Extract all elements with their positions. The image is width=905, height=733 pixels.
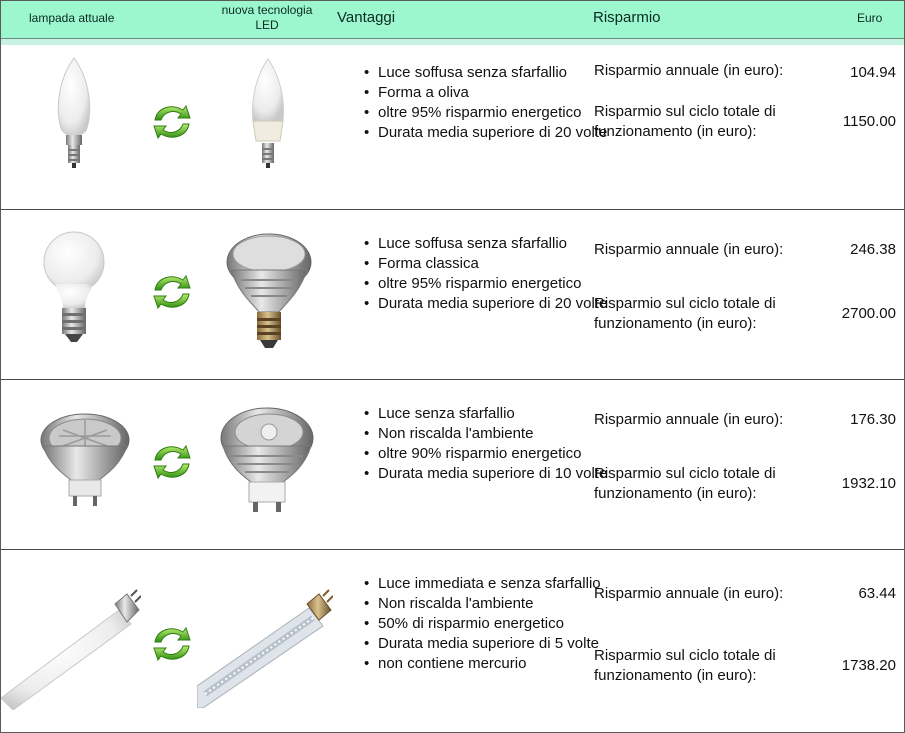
header-euro: Euro	[857, 11, 883, 25]
swap-arrows-icon	[149, 440, 195, 484]
advantage-item: • Non riscalda l'ambiente	[378, 594, 610, 614]
advantage-item: • Luce senza sfarfallio	[378, 404, 610, 424]
annual-savings-label: Risparmio annuale (in euro):	[594, 585, 784, 602]
led-candle-bulb-icon	[243, 55, 293, 175]
annual-savings-value: 176.30	[850, 411, 896, 428]
advantage-item: • Durata media superiore di 10 volte	[378, 464, 610, 484]
annual-savings-label: Risparmio annuale (in euro):	[594, 411, 784, 428]
fluorescent-tube-icon	[1, 580, 141, 710]
candle-bulb-icon	[49, 53, 99, 173]
header-savings: Risparmio	[593, 9, 661, 26]
total-savings-value: 2700.00	[841, 305, 896, 322]
advantage-item: • Luce soffusa senza sfarfallio	[378, 63, 610, 83]
annual-savings-value: 63.44	[858, 585, 896, 602]
annual-savings-label: Risparmio annualе (in euro):	[594, 62, 784, 79]
led-spot-icon	[217, 406, 315, 516]
led-classic-bulb-icon	[225, 232, 313, 354]
header-led: nuova tecnologia LED	[221, 3, 313, 32]
advantage-item: • Luce soffusa senza sfarfallio	[378, 234, 610, 254]
swap-arrows-icon	[149, 270, 195, 314]
header-advantages: Vantaggi	[337, 9, 396, 26]
annual-savings-value: 246.38	[850, 241, 896, 258]
advantage-item: • non contiene mercurio	[378, 654, 610, 674]
table-header	[1, 1, 904, 39]
halogen-spot-icon	[39, 410, 131, 510]
total-savings-label: Risparmio sul ciclo totale di funzionamento (in euro):	[594, 465, 776, 502]
advantage-item: • oltre 90% risparmio energetico	[378, 444, 610, 464]
table-row	[1, 45, 904, 210]
classic-bulb-icon	[41, 228, 107, 350]
total-savings-value: 1150.00	[842, 113, 896, 130]
advantage-item: • oltre 95% risparmio energetico	[378, 103, 610, 123]
table-row	[1, 210, 904, 380]
advantage-item: • Forma classica	[378, 254, 610, 274]
total-savings-label: Risparmio sul ciclo totale di funzionamento (in euro):	[594, 647, 776, 684]
annual-savings-label: Risparmio annuale (in euro):	[594, 241, 784, 258]
advantage-item: • Durata media superiore di 20 volte	[378, 294, 610, 314]
advantages-list	[359, 574, 610, 674]
advantage-item: • Durata media superiore di 5 volte	[378, 634, 610, 654]
total-savings-value: 1932.10	[841, 475, 896, 492]
table-row	[1, 380, 904, 550]
advantages-list	[359, 404, 610, 484]
led-tube-icon	[197, 584, 333, 708]
total-savings-value: 1738.20	[841, 657, 896, 674]
advantage-item: • Durata media superiore di 20 volte	[378, 123, 610, 143]
swap-arrows-icon	[149, 622, 195, 666]
table-row	[1, 550, 904, 730]
advantages-list	[359, 63, 610, 143]
advantage-item: • Non riscalda l'ambiente	[378, 424, 610, 444]
total-savings-label: Risparmio sul ciclo totale di funzionamento (in euro):	[594, 103, 776, 140]
total-savings-label: Risparmio sul ciclo totale di funzionamento (in euro):	[594, 295, 776, 332]
advantage-item: • oltre 95% risparmio energetico	[378, 274, 610, 294]
advantage-item: • Forma a oliva	[378, 83, 610, 103]
header-current-lamp: lampada attuale	[29, 11, 115, 25]
advantages-list	[359, 234, 610, 314]
annual-savings-value: 104.94	[850, 64, 896, 81]
advantage-item: • Luce immediata e senza sfarfallio	[378, 574, 610, 594]
advantage-item: • 50% di risparmio energetico	[378, 614, 610, 634]
swap-arrows-icon	[149, 100, 195, 144]
